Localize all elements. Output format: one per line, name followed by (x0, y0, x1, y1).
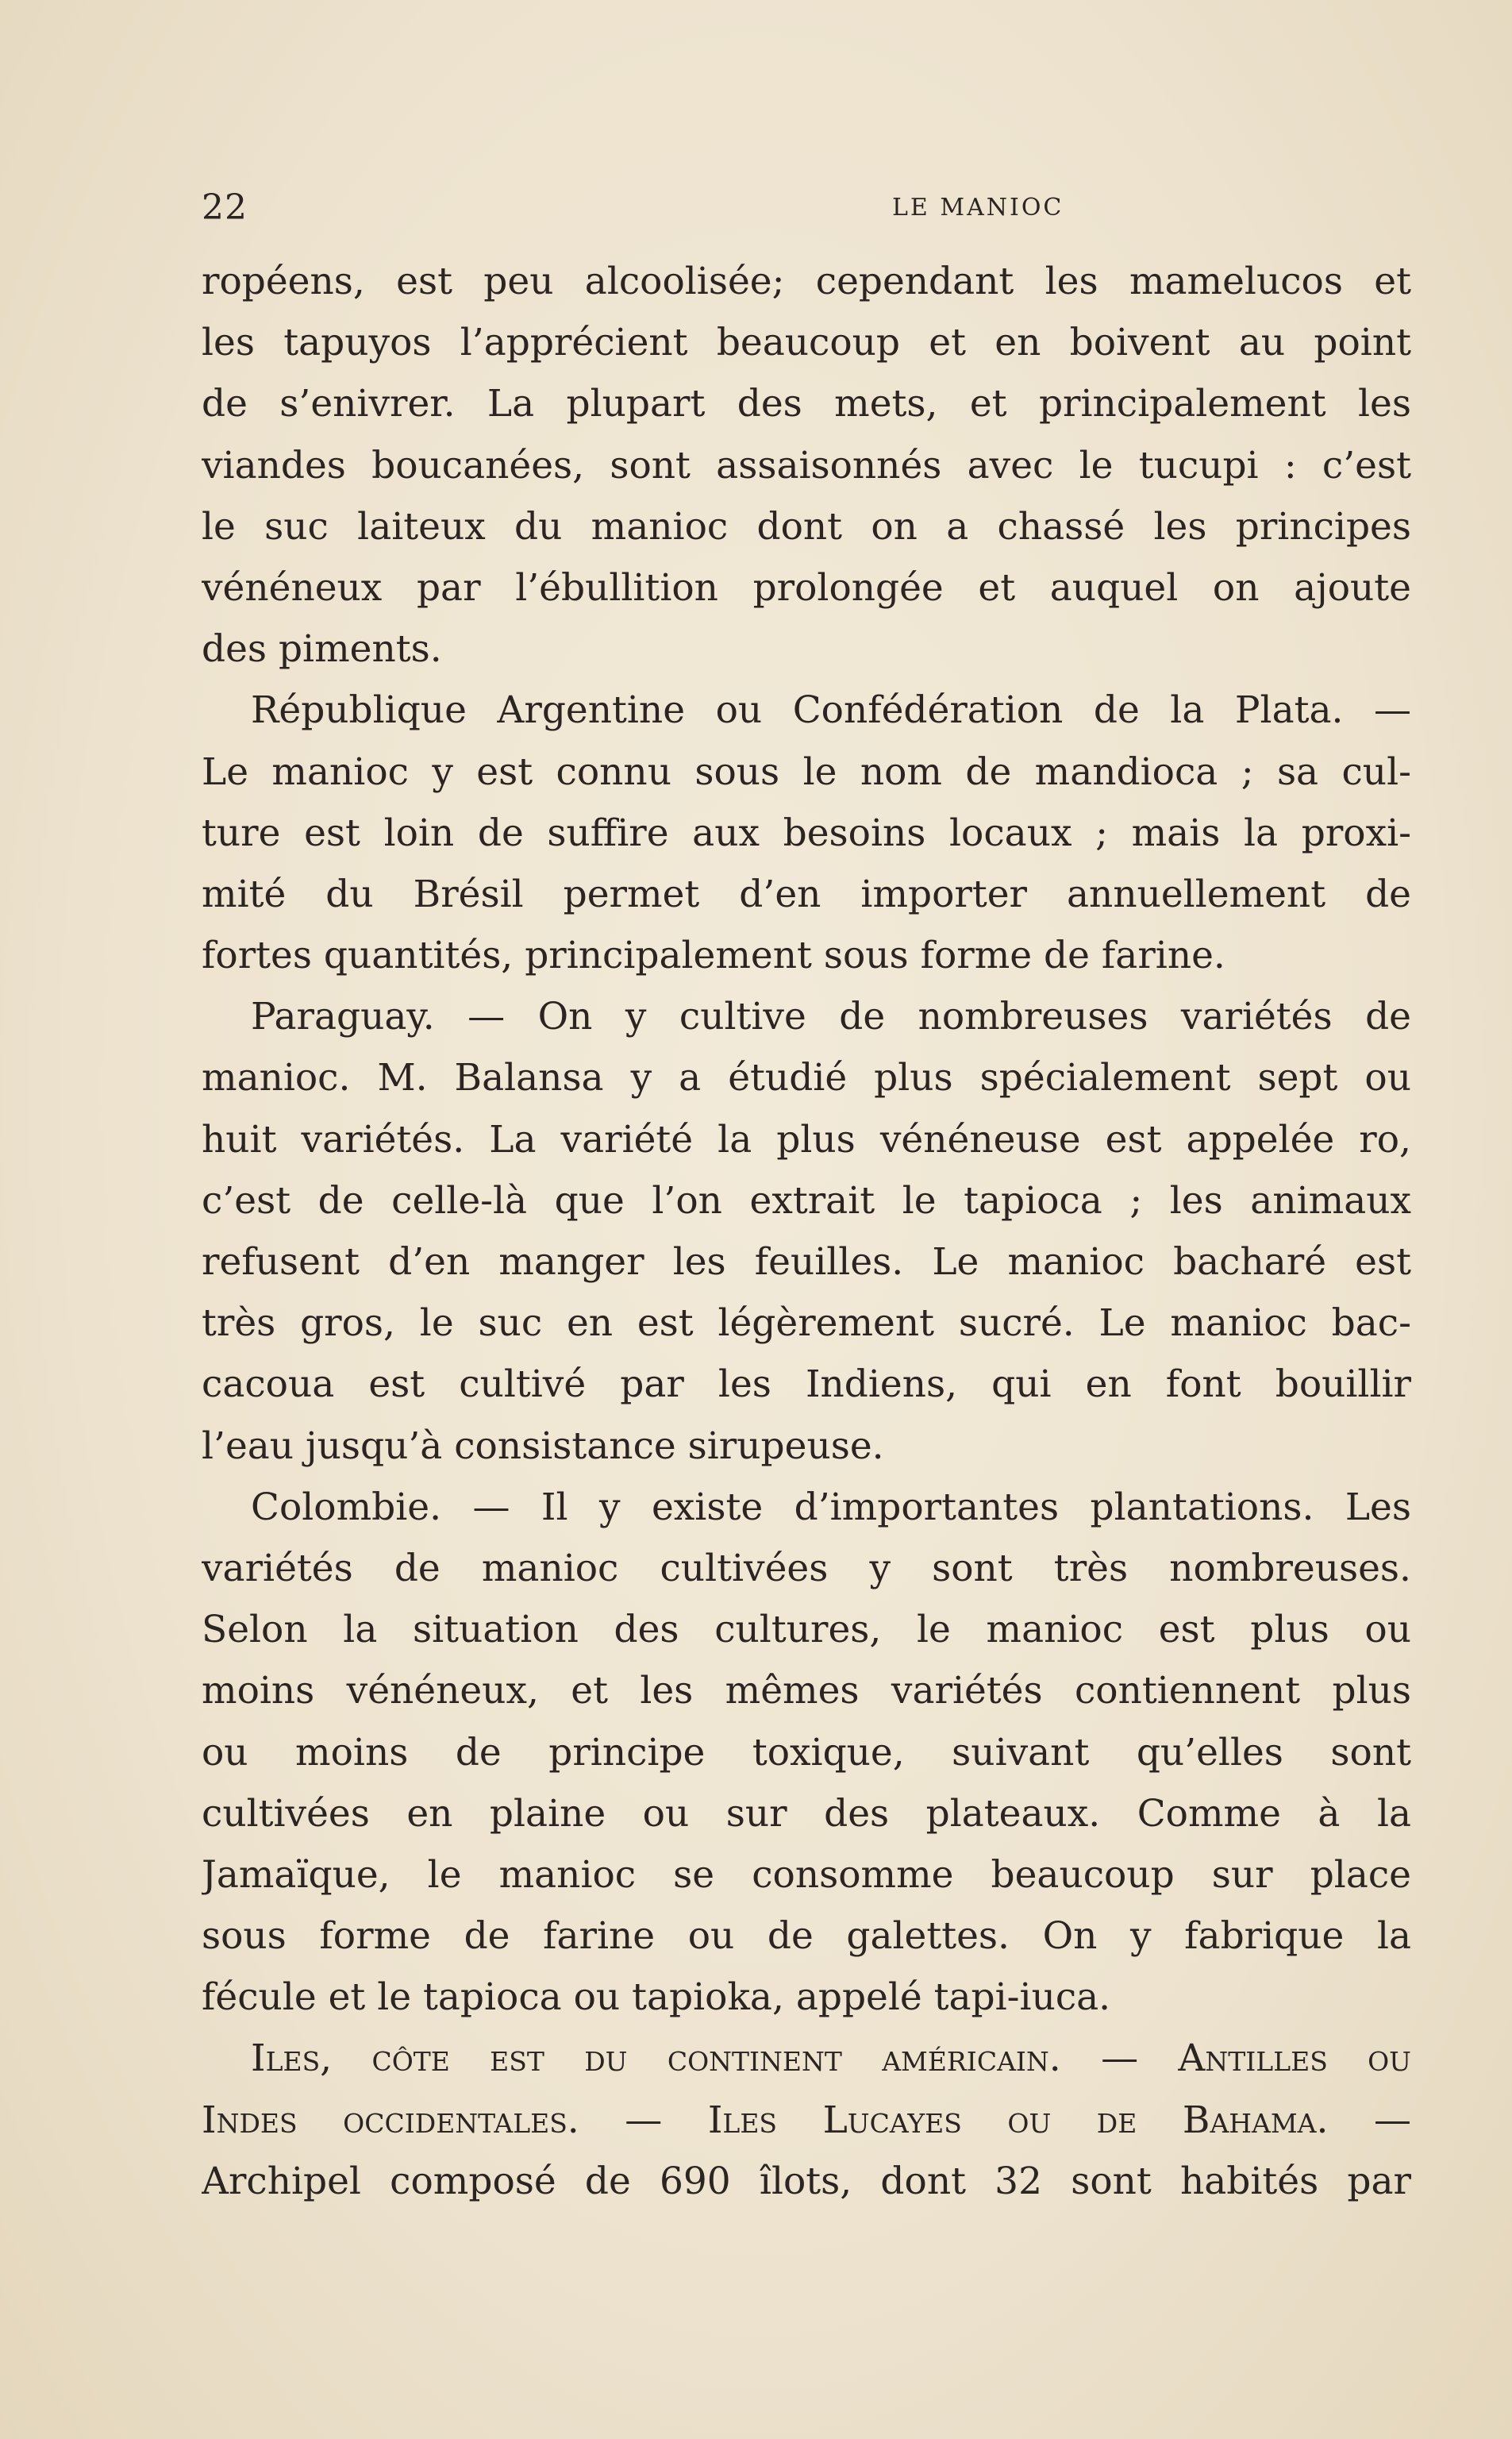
text-line: moins vénéneux, et les mêmes variétés contiennent plus (202, 1669, 1411, 1713)
text-line: cultivées en plaine ou sur des plateaux. Comme à la (202, 1791, 1411, 1836)
text-line: très gros, le suc en est légèrement sucré. Le manioc bac- (202, 1301, 1411, 1346)
text-line: ropéens, est peu alcoolisée; cependant les mamelucos et (202, 260, 1411, 303)
text-line: vénéneux par l’ébullition prolongée et auquel on ajoute (202, 565, 1411, 610)
text-line: mité du Brésil permet d’en importer annuellement de (202, 872, 1411, 916)
text-line: cacoua est cultivé par les Indiens, qui en font bouillir (202, 1362, 1411, 1407)
text-line: variétés de manioc cultivées y sont très nombreuses. (202, 1546, 1411, 1590)
text-line: fécule et le tapioca ou tapioka, appelé tapi-iuca. (202, 1975, 1111, 2020)
page-header (202, 187, 1411, 235)
text-line-section-heading: Iles, côte est du continent américain. — Antilles ou (251, 2036, 1411, 2081)
text-line: sous forme de farine ou de galettes. On y fabrique la (202, 1914, 1411, 1959)
text-line: les tapuyos l’apprécient beaucoup et en boivent au point (202, 321, 1411, 365)
text-line: huit variétés. La variété la plus vénéneuse est appelée ro, (202, 1117, 1411, 1162)
running-title: LE MANIOC (892, 194, 1064, 222)
body-text (202, 251, 1411, 2212)
text-line: fortes quantités, principalement sous forme de farine. (202, 934, 1225, 978)
text-line: République Argentine ou Confédération de la Plata. — (251, 688, 1411, 733)
text-line: ture est loin de suffire aux besoins locaux ; mais la proxi- (202, 811, 1411, 855)
text-line: Archipel composé de 690 îlots, dont 32 sont habités par (202, 2159, 1411, 2203)
text-line: l’eau jusqu’à consistance sirupeuse. (202, 1424, 884, 1468)
text-line: Paraguay. — On y cultive de nombreuses variétés de (251, 995, 1411, 1039)
text-line: viandes boucanées, sont assaisonnés avec le tucupi : c’est (202, 443, 1411, 487)
text-line: manioc. M. Balansa y a étudié plus spécialement sept ou (202, 1056, 1411, 1100)
page-number: 22 (202, 187, 248, 228)
text-line: c’est de celle-là que l’on extrait le tapioca ; les animaux (202, 1178, 1411, 1223)
text-line: Colombie. — Il y existe d’importantes plantations. Les (251, 1485, 1411, 1529)
text-line: le suc laiteux du manioc dont on a chassé les principes (202, 504, 1411, 549)
text-line: des piments. (202, 627, 442, 672)
text-line: de s’enivrer. La plupart des mets, et principalement les (202, 382, 1411, 426)
text-line-section-heading: Indes occidentales. — Iles Lucayes ou de Bahama. — (202, 2098, 1411, 2142)
text-line: Le manioc y est connu sous le nom de mandioca ; sa cul- (202, 749, 1411, 794)
text-line: refusent d’en manger les feuilles. Le manioc bacharé est (202, 1240, 1411, 1284)
text-line: Jamaïque, le manioc se consomme beaucoup sur place (202, 1852, 1411, 1897)
text-line: ou moins de principe toxique, suivant qu’elles sont (202, 1730, 1411, 1774)
text-line: Selon la situation des cultures, le manioc est plus ou (202, 1608, 1411, 1652)
